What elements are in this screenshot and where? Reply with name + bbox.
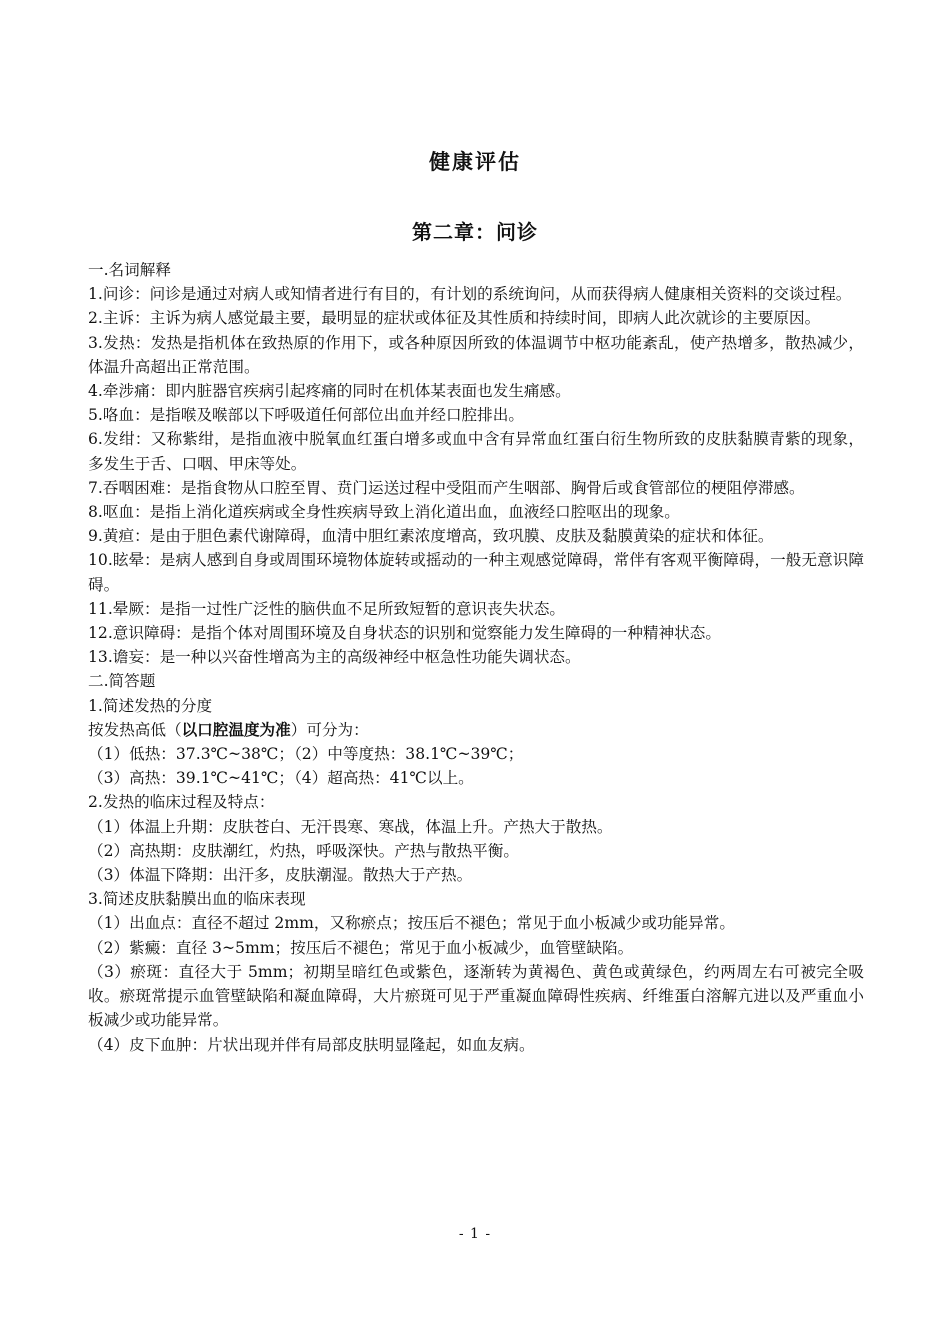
intro-emphasis: 以口腔温度为准 (181, 719, 291, 739)
question-intro (88, 718, 864, 742)
answer-line: （4）皮下血肿：片状出现并伴有局部皮肤明显隆起，如血友病。 (88, 1035, 535, 1054)
definition-item: 13.谵妄：是一种以兴奋性增高为主的高级神经中枢急性功能失调状态。 (88, 648, 581, 667)
section-heading-definitions: 一.名词解释 (88, 261, 171, 279)
definition-item: 7.吞咽困难：是指食物从口腔至胃、贲门运送过程中受阻而产生咽部、胸骨后或食管部位的梗阻停滞感。 (88, 478, 805, 497)
answer-line: （3）体温下降期：出汗多，皮肤潮湿。散热大于产热。 (88, 866, 473, 885)
answer-line: （2）紫癜：直径 3~5mm；按压后不褪色；常见于血小板减少，血管壁缺陷。 (88, 938, 634, 957)
definition-item: 2.主诉：主诉为病人感觉最主要，最明显的症状或体征及其性质和持续时间，即病人此次就诊的主要原因。 (88, 309, 821, 328)
document-body (88, 258, 864, 1057)
definition-item: 6.发绀：又称紫绀，是指血液中脱氧血红蛋白增多或血中含有异常血红蛋白衍生物所致的皮肤黏膜青紫的现象，多发生于舌、口咽、甲床等处。 (88, 430, 864, 473)
definition-item: 8.呕血：是指上消化道疾病或全身性疾病导致上消化道出血，血液经口腔呕出的现象。 (88, 503, 680, 522)
definition-item: 4.牵涉痛：即内脏器官疾病引起疼痛的同时在机体某表面也发生痛感。 (88, 382, 571, 401)
section-heading-short-answer: 二.简答题 (88, 672, 156, 691)
answer-line: （1）低热：37.3℃~38℃；（2）中等度热：38.1℃~39℃； (88, 745, 524, 764)
definition-item: 12.意识障碍：是指个体对周围环境及自身状态的识别和觉察能力发生障碍的一种精神状态。 (88, 624, 721, 643)
definition-item: 11.晕厥：是指一过性广泛性的脑供血不足所致短暂的意识丧失状态。 (88, 599, 566, 618)
intro-text: 按发热高低（ (88, 720, 182, 739)
page-title: 健康评估 (429, 149, 521, 174)
chapter-title: 第二章：问诊 (412, 220, 538, 244)
answer-line: （3）高热：39.1℃~41℃；（4）超高热：41℃以上。 (88, 769, 474, 788)
page-number: - 1 - (458, 1226, 492, 1242)
intro-text: ）可分为： (290, 720, 369, 739)
definition-item: 10.眩晕：是病人感到自身或周围环境物体旋转或摇动的一种主观感觉障碍，常伴有客观平衡障碍，一般无意识障碍。 (88, 551, 864, 594)
answer-line: （2）高热期：皮肤潮红，灼热，呼吸深快。产热与散热平衡。 (88, 841, 519, 860)
question-title: 1.简述发热的分度 (88, 696, 213, 715)
definition-item: 9.黄疸：是由于胆色素代谢障碍，血清中胆红素浓度增高，致巩膜、皮肤及黏膜黄染的症状和体征。 (88, 527, 774, 546)
definition-item: 5.咯血：是指喉及喉部以下呼吸道任何部位出血并经口腔排出。 (88, 406, 524, 425)
answer-line: （1）出血点：直径不超过 2mm，又称瘀点；按压后不褪色；常见于血小板减少或功能异常。 (88, 914, 735, 933)
question-title: 2.发热的临床过程及特点： (88, 793, 275, 812)
answer-line: （3）瘀斑：直径大于 5mm；初期呈暗红色或紫色，逐渐转为黄褐色、黄色或黄绿色，约两周左右可被完全吸收。瘀斑常提示血管壁缺陷和凝血障碍，大片瘀斑可见于严重凝血障碍性疾病、纤维蛋白溶解亢进以及严重血小板减少或功能异常。 (88, 962, 864, 1030)
definition-item: 1.问诊：问诊是通过对病人或知情者进行有目的，有计划的系统询问，从而获得病人健康相关资料的交谈过程。 (88, 285, 852, 304)
answer-line: （1）体温上升期：皮肤苍白、无汗畏寒、寒战，体温上升。产热大于散热。 (88, 817, 613, 836)
question-title: 3.简述皮肤黏膜出血的临床表现 (88, 890, 306, 909)
definition-item: 3.发热：发热是指机体在致热原的作用下，或各种原因所致的体温调节中枢功能紊乱，使产热增多，散热减少，体温升高超出正常范围。 (88, 333, 864, 376)
